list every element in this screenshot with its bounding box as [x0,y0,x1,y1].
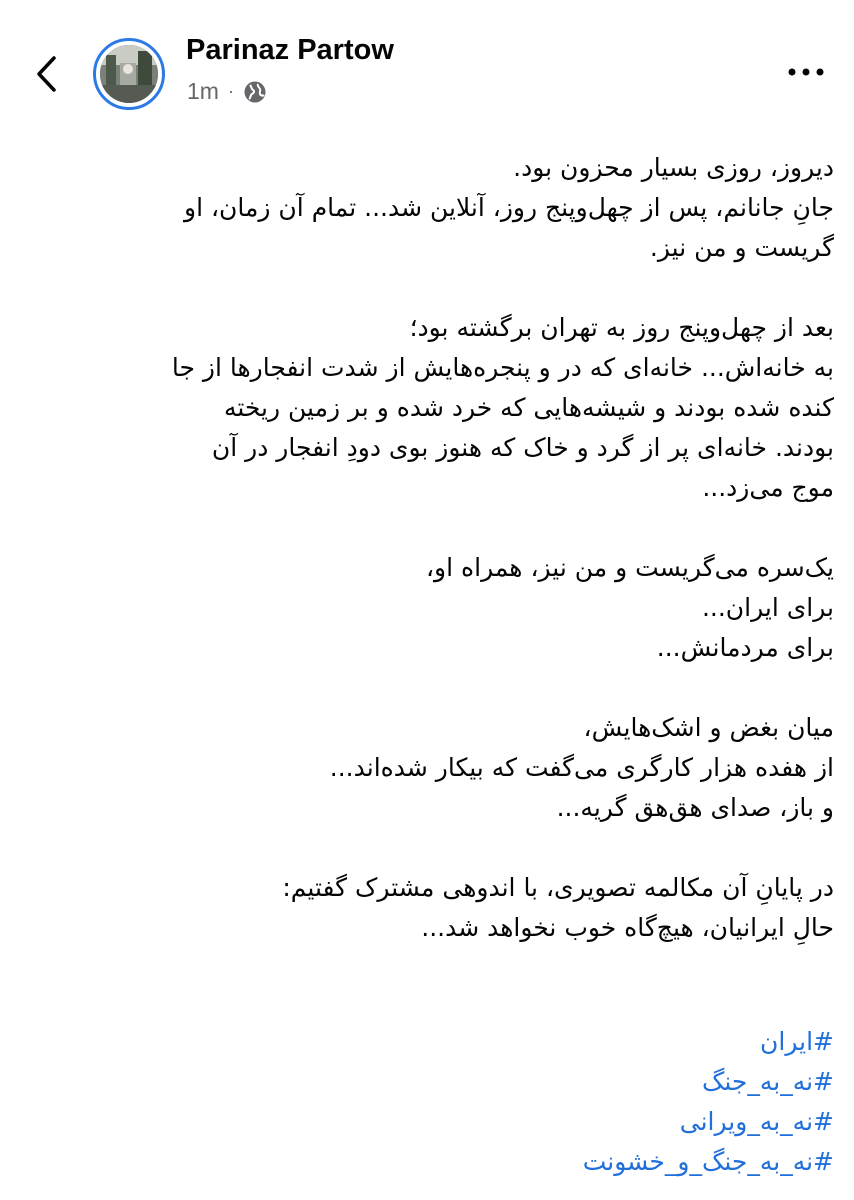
text-line: کنده شده بودند و شیشه‌هایی که خرد شده و بر زمین ریخته [223,393,834,422]
more-options-button[interactable] [782,56,830,88]
hashtag-link[interactable]: #نه_به_جنگ_و_خشونت [582,1147,834,1176]
post-text [60,148,834,988]
text-line: جانِ جانانم، پس از چهل‌وپنج روز، آنلاین شد... تمام آن زمان، او [184,193,834,222]
text-line: و باز، صدای هق‌هق گریه... [556,793,834,822]
back-button[interactable] [26,46,66,102]
post-header [0,0,854,140]
text-line: گریست و من نیز. [649,233,834,262]
text-line: میان بغض و اشک‌هایش، [583,713,834,742]
text-line: بودند. خانه‌ای پر از گرد و خاک که هنوز بوی دودِ انفجار در آن [211,433,834,462]
text-line: یک‌سره می‌گریست و من نیز، همراه او، [425,553,834,582]
text-line: در پایانِ آن مکالمه تصویری، با اندوهی مشترک گفتیم: [282,873,834,902]
text-line: دیروز، روزی بسیار محزون بود. [513,153,834,182]
avatar-photo [100,45,158,103]
hashtag-link[interactable]: #نه_به_جنگ [701,1067,834,1096]
text-line: از هفده هزار کارگری می‌گفت که بیکار شده‌اند... [329,753,834,782]
hashtag-link[interactable]: #ایران [760,1027,834,1056]
post-paragraph [60,148,834,268]
text-line: بعد از چهل‌وپنج روز به تهران برگشته بود؛ [409,313,834,342]
hashtag-link[interactable]: #نه_به_ویرانی [679,1107,834,1136]
post-paragraph [60,868,834,948]
text-line: برای مردمانش... [656,633,834,662]
timestamp[interactable]: 1m [187,78,219,104]
avatar[interactable] [93,38,165,110]
text-line: به خانه‌اش... خانه‌ای که در و پنجره‌هایش از شدت انفجارها از جا [171,353,834,382]
globe-icon[interactable] [243,80,267,104]
meta-separator: · [227,81,234,101]
more-horizontal-icon [786,67,826,77]
post-paragraph [60,308,834,508]
post-meta [187,78,267,105]
author-name[interactable]: Parinaz Partow [186,34,394,66]
hashtag-list [60,1022,834,1182]
text-line: برای ایران... [701,593,834,622]
chevron-left-icon [34,54,58,94]
text-line: حالِ ایرانیان، هیچ‌گاه خوب نخواهد شد... [421,913,834,942]
post-paragraph [60,708,834,828]
post-paragraph [60,548,834,668]
text-line: موج می‌زد... [702,473,834,502]
